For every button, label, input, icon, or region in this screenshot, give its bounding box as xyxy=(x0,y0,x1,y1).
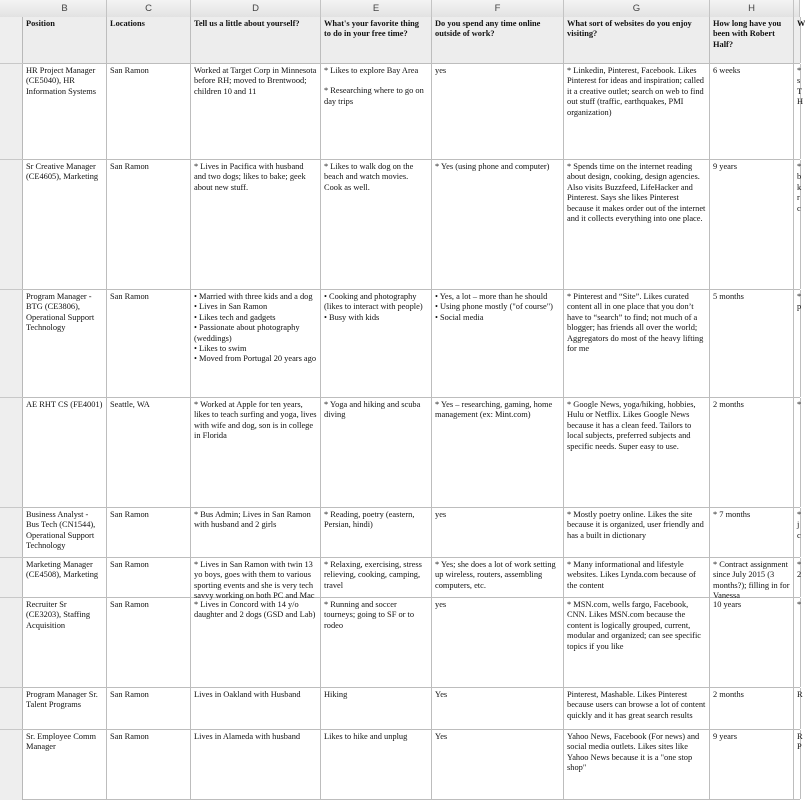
row-separator xyxy=(0,597,23,598)
cell-col-7[interactable]: * 2 xyxy=(794,558,801,597)
cell-col-5[interactable] xyxy=(564,688,710,729)
cell-col-6[interactable] xyxy=(710,508,794,557)
cell-text: * Likes to explore Bay Area xyxy=(324,66,419,75)
cell-text: 9 years xyxy=(713,162,737,171)
cell-text: * Google News, yoga/hiking, hobbies, Hulu or Netflix. Likes Google News because it has a clean feed. Tailors to local subjects, preferred subjects and specific needs. Super easy to use. xyxy=(567,400,696,451)
cell-col-0[interactable] xyxy=(23,160,107,289)
cell-col-4[interactable] xyxy=(432,160,564,289)
row-number-gutter xyxy=(0,17,23,800)
column-header-b[interactable]: B xyxy=(23,0,107,17)
table-row xyxy=(23,688,803,730)
cell-text: * Worked at Apple for ten years, likes to teach surfing and yoga, lives with wife and dog, son is in college in Florida xyxy=(194,400,317,441)
cell-text: AE RHT CS (FE4001) xyxy=(26,400,103,409)
cell-text: * Yes – researching, gaming, home management (ex: Mint.com) xyxy=(435,400,553,420)
cell-text: • Lives in San Ramon xyxy=(194,302,268,312)
cell-col-5[interactable] xyxy=(564,290,710,397)
cell-text: • Moved from Portugal 20 years ago xyxy=(194,354,317,364)
row-separator xyxy=(0,507,23,508)
cell-col-2[interactable] xyxy=(191,64,321,159)
cell-text: • Cooking and photography (likes to interact with people) xyxy=(324,292,423,312)
cell-text: Seattle, WA xyxy=(110,400,150,409)
cell-col-7[interactable]: * xyxy=(794,398,801,507)
cell-text: Sr Creative Manager (CE4605), Marketing xyxy=(26,162,99,182)
cell-col-6[interactable] xyxy=(710,558,794,601)
cell-text: HR Project Manager (CE5040), HR Information Systems xyxy=(26,66,97,96)
cell-text: * Many informational and lifestyle websites. Likes Lynda.com because of the content xyxy=(567,560,696,590)
cell-text: * Lives in Concord with 14 y/o daughter and 2 dogs (GSD and Lab) xyxy=(194,600,316,620)
cell-col-1[interactable] xyxy=(107,290,191,397)
cell-col-6[interactable] xyxy=(710,64,794,159)
cell-col-5[interactable] xyxy=(564,508,710,557)
cell-col-7[interactable]: R P xyxy=(794,730,801,799)
cell-col-3[interactable] xyxy=(321,508,432,557)
cell-col-3[interactable] xyxy=(321,730,432,799)
cell-text: Yes xyxy=(435,732,448,741)
cell-col-5[interactable] xyxy=(564,598,710,687)
cell-text: 2 months xyxy=(713,690,744,699)
table-row xyxy=(23,160,800,290)
row-separator xyxy=(0,687,23,688)
cell-text: * Pinterest and “Site”. Likes curated content all in one place that you don’t have to “search” to find; not much of a blogger; has friends all over the world; Aggregators do most of the heavy lifting for me xyxy=(567,292,704,354)
cell-text: * Researching where to go on day trips xyxy=(324,86,424,106)
cell-col-6[interactable] xyxy=(710,730,794,799)
table-row xyxy=(23,508,800,558)
cell-text: • Passionate about photography (weddings) xyxy=(194,323,300,343)
cell-col-0[interactable] xyxy=(23,558,107,597)
header-row xyxy=(23,17,805,64)
cell-text: San Ramon xyxy=(110,600,149,609)
cell-col-2[interactable] xyxy=(191,730,321,799)
cell-col-1[interactable] xyxy=(107,398,191,507)
header-cell[interactable]: Tell us a little about yourself? xyxy=(191,17,321,63)
cell-text: • Married with three kids and a dog xyxy=(194,292,313,301)
cell-text: Business Analyst - Bus Tech (CN1544), Operational Support Technology xyxy=(26,510,96,551)
cell-col-1[interactable] xyxy=(107,64,191,159)
cell-col-1[interactable] xyxy=(107,730,191,799)
cell-text: * Lives in San Ramon with twin 13 yo boys, goes with them to various sporting events and she is very tech savvy working on both PC and Mac xyxy=(194,560,315,601)
cell-text: San Ramon xyxy=(110,510,149,519)
column-header-d[interactable]: D xyxy=(191,0,321,17)
cell-col-4[interactable] xyxy=(432,290,564,397)
cell-text: Program Manager - BTG (CE3806), Operational Support Technology xyxy=(26,292,95,333)
cell-col-4[interactable] xyxy=(432,730,564,799)
cell-col-3[interactable] xyxy=(321,688,432,729)
cell-text: San Ramon xyxy=(110,732,149,741)
cell-col-4[interactable] xyxy=(432,64,564,159)
cell-col-6[interactable] xyxy=(710,160,794,289)
cell-text: * Bus Admin; Lives in San Ramon with husband and 2 girls xyxy=(194,510,311,530)
cell-col-5[interactable] xyxy=(564,160,710,289)
cell-col-6[interactable] xyxy=(710,598,794,687)
cell-text: yes xyxy=(435,66,447,75)
cell-col-0[interactable] xyxy=(23,398,107,507)
cell-text: yes xyxy=(435,600,447,609)
row-separator xyxy=(0,397,23,398)
cell-text: 9 years xyxy=(713,732,737,741)
cell-col-7[interactable]: * xyxy=(794,598,801,687)
cell-text: Likes to hike and unplug xyxy=(324,732,408,741)
cell-text: Hiking xyxy=(324,690,348,699)
header-cell[interactable]: W xyxy=(794,17,801,63)
cell-text: 10 years xyxy=(713,600,742,609)
cell-col-4[interactable] xyxy=(432,558,564,597)
cell-col-6[interactable] xyxy=(710,688,794,729)
cell-col-7[interactable]: * p xyxy=(794,290,801,397)
cell-text: Yahoo News, Facebook (For news) and social media outlets. Likes sites like Yahoo News because it is a "one stop shop" xyxy=(567,732,700,773)
cell-text: * Contract assignment since July 2015 (3 months?); filling in for Vanessa xyxy=(713,560,790,601)
cell-text: yes xyxy=(435,510,447,519)
cell-col-5[interactable] xyxy=(564,558,710,597)
cell-col-1[interactable] xyxy=(107,508,191,557)
cell-col-7[interactable]: * s T H xyxy=(794,64,801,159)
column-header-f[interactable]: F xyxy=(432,0,564,17)
cell-text: Program Manager Sr. Talent Programs xyxy=(26,690,98,710)
cell-text: San Ramon xyxy=(110,66,149,75)
cell-col-5[interactable] xyxy=(564,398,710,507)
table-row xyxy=(23,598,800,688)
column-header-partial[interactable] xyxy=(794,0,800,17)
cell-col-5[interactable] xyxy=(564,64,710,159)
cell-col-4[interactable] xyxy=(432,398,564,507)
cell-col-4[interactable] xyxy=(432,688,564,729)
cell-col-2[interactable] xyxy=(191,558,321,601)
cell-col-0[interactable] xyxy=(23,290,107,397)
table-row xyxy=(23,64,804,160)
cell-col-2[interactable] xyxy=(191,598,321,687)
column-header-g[interactable]: G xyxy=(564,0,710,17)
cell-col-0[interactable] xyxy=(23,598,107,687)
column-header-bar xyxy=(0,0,800,18)
cell-text: Lives in Alameda with husband xyxy=(194,732,301,741)
cell-text: 6 weeks xyxy=(713,66,741,75)
cell-col-5[interactable] xyxy=(564,730,710,799)
cell-text: Pinterest, Mashable. Likes Pinterest because users can browse a lot of content quickly and it has great search results xyxy=(567,690,706,720)
cell-col-1[interactable] xyxy=(107,598,191,687)
cell-text: * Yes (using phone and computer) xyxy=(435,162,550,171)
cell-text: San Ramon xyxy=(110,162,149,171)
column-header-c[interactable]: C xyxy=(107,0,191,17)
cell-blank-line xyxy=(324,76,428,86)
cell-text: * Spends time on the internet reading about design, cooking, design agencies. Also visits Buzzfeed, LifeHacker and Pinterest. Says she likes Pinterest because it makes order out of the internet and it collects everything into one place. xyxy=(567,162,706,224)
cell-col-3[interactable] xyxy=(321,64,432,159)
cell-text: * Yoga and hiking and scuba diving xyxy=(324,400,421,420)
cell-col-6[interactable] xyxy=(710,398,794,507)
table-row xyxy=(23,558,802,601)
cell-col-7[interactable]: * jc xyxy=(794,508,801,557)
cell-text: Lives in Oakland with Husband xyxy=(194,690,301,699)
cell-text: * MSN.com, wells fargo, Facebook, CNN. Likes MSN.com because the content is logically grouped, current, modular and organized; can see specific topics if you like xyxy=(567,600,702,651)
header-cell[interactable]: Do you spend any time online outside of work? xyxy=(432,17,564,63)
table-row xyxy=(23,398,800,508)
table-row xyxy=(23,730,803,800)
header-cell[interactable]: What's your favorite thing to do in your free time? xyxy=(321,17,432,63)
cell-col-2[interactable] xyxy=(191,160,321,289)
cell-col-2[interactable] xyxy=(191,688,321,729)
header-cell[interactable]: How long have you been with Robert Half? xyxy=(710,17,794,63)
cell-text: Recruiter Sr (CE3203), Staffing Acquisition xyxy=(26,600,91,630)
header-cell[interactable]: What sort of websites do you enjoy visiting? xyxy=(564,17,710,63)
cell-text: • Busy with kids xyxy=(324,312,380,322)
cell-text: * Running and soccer tourneys; going to SF or to rodeo xyxy=(324,600,415,630)
header-cell[interactable]: Locations xyxy=(107,17,191,63)
column-header-e[interactable]: E xyxy=(321,0,432,17)
cell-text: • Likes tech and gadgets xyxy=(194,312,276,322)
cell-text: 2 months xyxy=(713,400,744,409)
cell-col-1[interactable] xyxy=(107,558,191,597)
table-row xyxy=(23,290,800,398)
cell-col-0[interactable] xyxy=(23,688,107,729)
cell-col-3[interactable] xyxy=(321,160,432,289)
cell-col-6[interactable] xyxy=(710,290,794,397)
cell-text: Yes xyxy=(435,690,448,699)
cell-text: * Lives in Pacifica with husband and two dogs; likes to bake; geek about new stuff. xyxy=(194,162,306,192)
cell-text: San Ramon xyxy=(110,690,149,699)
cell-col-0[interactable] xyxy=(23,730,107,799)
cell-text: San Ramon xyxy=(110,560,149,569)
header-cell[interactable]: Position xyxy=(23,17,107,63)
cell-text: * Mostly poetry online. Likes the site because it is organized, user friendly and has a built in dictionary xyxy=(567,510,704,540)
cell-col-3[interactable] xyxy=(321,290,432,397)
cell-text: * 7 months xyxy=(713,510,751,519)
cell-col-3[interactable] xyxy=(321,558,432,597)
cell-col-1[interactable] xyxy=(107,160,191,289)
row-separator xyxy=(0,63,23,64)
cell-col-3[interactable] xyxy=(321,398,432,507)
cell-col-1[interactable] xyxy=(107,688,191,729)
cell-text: • Likes to swim xyxy=(194,344,247,354)
row-separator xyxy=(0,159,23,160)
cell-col-2[interactable] xyxy=(191,508,321,557)
cell-text: • Using phone mostly ("of course") xyxy=(435,302,553,312)
cell-col-2[interactable] xyxy=(191,398,321,507)
cell-text: * Linkedin, Pinterest, Facebook. Likes Pinterest for ideas and inspiration; called it a creative outlet; search on web to find out stuff (traffic, earthquakes, PMI organization) xyxy=(567,66,704,117)
cell-col-4[interactable] xyxy=(432,598,564,687)
cell-col-4[interactable] xyxy=(432,508,564,557)
cell-text: • Yes, a lot – more than he should xyxy=(435,292,548,301)
cell-text: Worked at Target Corp in Minnesota before RH; moved to Brentwood; children 10 and 11 xyxy=(194,66,317,96)
cell-col-7[interactable]: * b k r c xyxy=(794,160,801,289)
cell-text: * Relaxing, exercising, stress relieving, cooking, camping, travel xyxy=(324,560,422,590)
cell-col-2[interactable] xyxy=(191,290,321,397)
row-separator xyxy=(0,557,23,558)
row-separator xyxy=(0,289,23,290)
cell-col-7[interactable]: R xyxy=(794,688,801,729)
cell-text: Sr. Employee Comm Manager xyxy=(26,732,97,752)
row-separator xyxy=(0,729,23,730)
cell-text: * Yes; she does a lot of work setting up wireless, routers, assembling computers, etc. xyxy=(435,560,556,590)
cell-text: Marketing Manager (CE4508), Marketing xyxy=(26,560,99,580)
cell-text: * Reading, poetry (eastern, Persian, hindi) xyxy=(324,510,415,530)
cell-col-3[interactable] xyxy=(321,598,432,687)
cell-text: 5 months xyxy=(713,292,744,301)
cell-col-0[interactable] xyxy=(23,508,107,557)
cell-text: * Likes to walk dog on the beach and watch movies. Cook as well. xyxy=(324,162,414,192)
cell-col-0[interactable] xyxy=(23,64,107,159)
cell-text: • Social media xyxy=(435,312,484,322)
cell-text: San Ramon xyxy=(110,292,149,301)
column-header-h[interactable]: H xyxy=(710,0,794,17)
